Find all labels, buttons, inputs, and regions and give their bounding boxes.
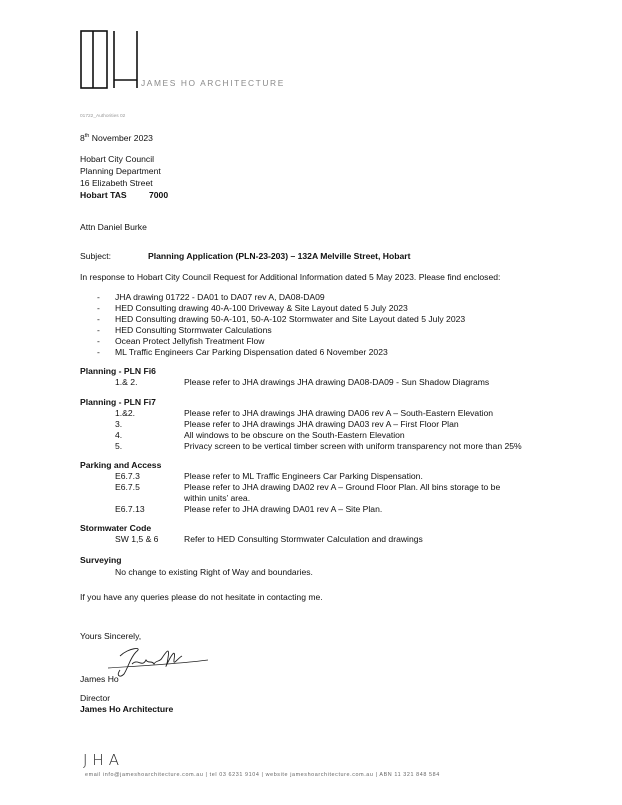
row-ref: 1.&2.: [115, 408, 136, 418]
row-text: Please refer to JHA drawing DA02 rev A – Ground Floor Plan. All bins storage to be: [184, 482, 501, 492]
date-suffix: th: [84, 133, 90, 139]
date-day: 8: [80, 133, 85, 143]
row-ref: E6.7.5: [115, 482, 140, 492]
row-ref: E6.7.3: [115, 471, 140, 481]
document-reference: 01722_Authorities 02: [80, 114, 126, 119]
fi7-row: [0, 408, 622, 419]
subject-text: Planning Application (PLN-23-203) – 132A Melville Street, Hobart: [148, 251, 411, 261]
row-text-continued: within units’ area.: [184, 493, 251, 503]
parking-row: [0, 504, 622, 515]
row-text: Please refer to JHA drawings JHA drawing DA06 rev A – South-Eastern Elevation: [184, 408, 494, 418]
address-line: 16 Elizabeth Street: [80, 178, 153, 188]
enclosure-list: - JHA drawing 01722 - DA01 to DA07 rev A, DA08-DA09 - HED Consulting drawing 40-A-100 Driveway & Site Layout dated 5 July 2023 - HED Consulting drawing 50-A-101, 50-A-102 Stormwater and Site Layout dated 5 July 2023 - HED Consulting Stormwater Calculations - Ocean Protect Jellyfish Treatment Flow - ML Traffic Engineers Car Parking Dispensation dated 6 November 2023: [97, 292, 466, 357]
row-text: Please refer to JHA drawings JHA drawing DA08-DA09 - Sun Shadow Diagrams: [184, 377, 490, 387]
subject-label: Subject:: [80, 251, 112, 261]
row-text: Please refer to JHA drawing DA01 rev A – Site Plan.: [184, 504, 383, 514]
address-line: Planning Department: [80, 166, 161, 176]
row-ref: 5.: [115, 441, 123, 451]
date-rest: November 2023: [89, 133, 153, 143]
parking-row: [0, 471, 622, 482]
letter-date: [80, 133, 153, 144]
row-ref: E6.7.13: [115, 504, 145, 514]
row-text: Refer to HED Consulting Stormwater Calculation and drawings: [184, 534, 423, 544]
parking-row: [0, 482, 622, 504]
row-ref: 1.& 2.: [115, 377, 138, 387]
footer-brand: JHA: [83, 751, 124, 769]
row-text: All windows to be obscure on the South-Eastern Elevation: [184, 430, 405, 440]
row-text: Please refer to JHA drawings JHA drawing DA03 rev A – First Floor Plan: [184, 419, 459, 429]
row-ref: 3.: [115, 419, 123, 429]
footer-contact-line: email info@jameshoarchitecture.com.au | tel 03 6231 9104 | website jameshoarchitecture.com.au | ABN 11 321 848 584: [85, 772, 440, 778]
fi7-row: [0, 441, 622, 452]
intro-paragraph: In response to Hobart City Council Request for Additional Information dated 5 May 2023. Please find enclosed:: [80, 272, 501, 282]
section-heading-parking: Parking and Access: [80, 460, 162, 470]
row-text: Privacy screen to be vertical timber screen with uniform transparency not more than 25%: [184, 441, 522, 451]
address-line: Hobart City Council: [80, 154, 155, 164]
section-heading-stormwater: Stormwater Code: [80, 523, 152, 533]
stormwater-row: [0, 534, 622, 545]
section-heading-fi7: Planning - PLN Fi7: [80, 397, 156, 407]
signatory-name: James Ho: [80, 674, 119, 684]
section-heading-surveying: Surveying: [80, 555, 122, 565]
signatory-company: James Ho Architecture: [80, 704, 174, 714]
address-postcode: 7000: [149, 190, 169, 200]
row-text: Please refer to ML Traffic Engineers Car Parking Dispensation.: [184, 471, 423, 481]
fi7-row: [0, 430, 622, 441]
row-ref: 4.: [115, 430, 123, 440]
surveying-text: No change to existing Right of Way and boundaries.: [115, 567, 313, 577]
closing-paragraph: If you have any queries please do not hesitate in contacting me.: [80, 592, 323, 602]
sign-off: Yours Sincerely,: [80, 631, 142, 641]
fi7-row: [0, 419, 622, 430]
attention-line: Attn Daniel Burke: [80, 222, 147, 232]
row-ref: SW 1,5 & 6: [115, 534, 159, 544]
signatory-title: Director: [80, 693, 111, 703]
jha-logo-mark: [80, 30, 140, 90]
firm-name-wordmark: JAMES HO ARCHITECTURE: [141, 78, 285, 88]
section-heading-fi6: Planning - PLN Fi6: [80, 366, 156, 376]
fi6-row: [0, 377, 622, 388]
address-city: Hobart TAS: [80, 190, 127, 200]
